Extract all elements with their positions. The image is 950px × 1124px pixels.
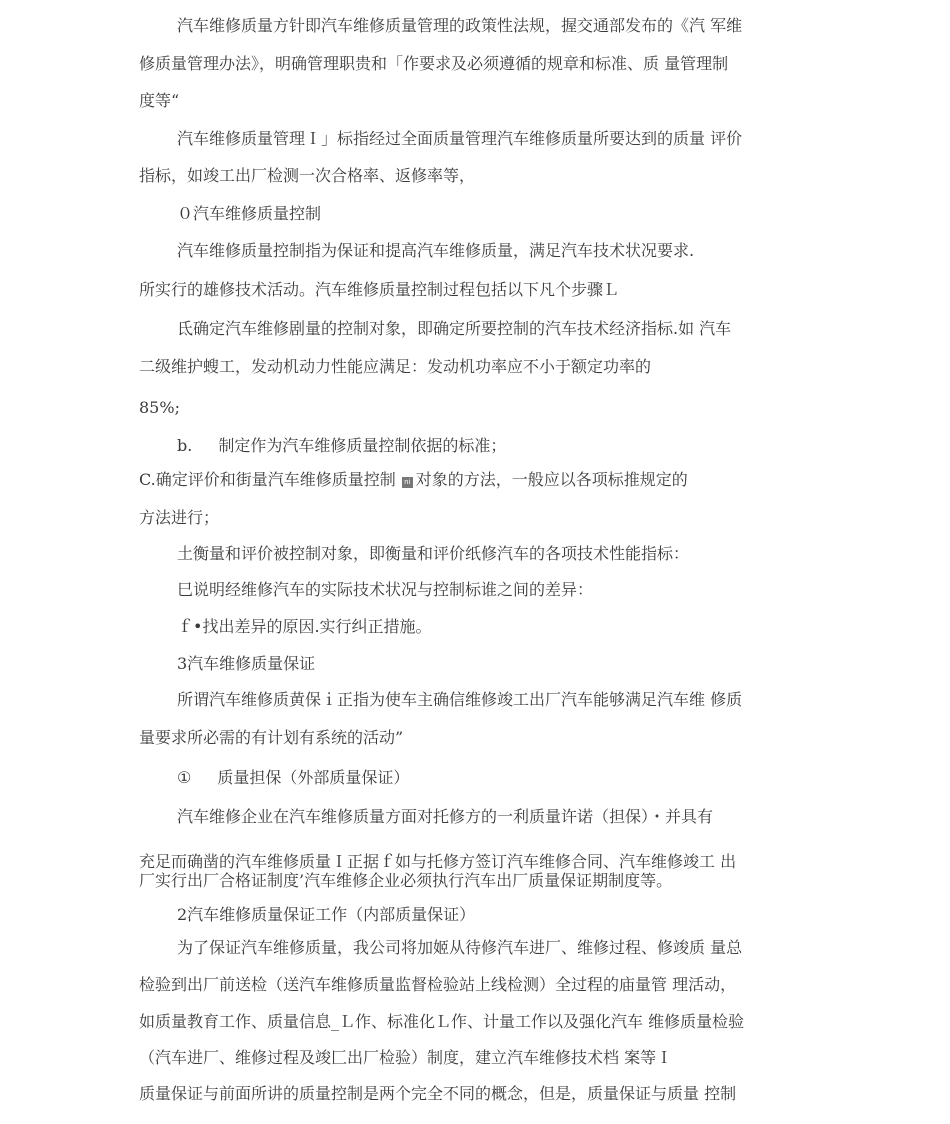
list-text-b: 制定作为汽车维修质量控制依据的标准； <box>218 436 507 455</box>
text-line-13 <box>139 470 688 490</box>
text-line-2: 修质量管理办法》，明确管理职贵和「作要求及必须遵循的规章和标准、质 量管理制 <box>139 54 729 73</box>
list-text-c-part2: 对象的方法，一般应以各项标推规定的 <box>415 470 688 489</box>
text-line-12 <box>177 436 506 456</box>
text-line-16: 巳说明经维修汽车的实际技术状况与控制标谁之间的差异： <box>177 580 594 599</box>
text-line-10: 二级维护螋工，发动机动力性能应满足：发动机功率应不小于额定功率的 <box>139 357 652 376</box>
text-line-5: 指标，如竣工出厂检测一次合格率、返修率等， <box>139 166 476 185</box>
section-heading-guarantee: 3汽车维修质量保证 <box>177 654 316 673</box>
list-marker-b: b. <box>177 436 193 455</box>
text-line-11: 85%; <box>139 398 180 417</box>
text-line-23: 充足而确凿的汽车维修质量Ｉ正据ｆ如与托修方签订汽车维修合同、汽车维修竣工 出 <box>139 852 737 871</box>
image-placeholder-icon: ni <box>402 477 413 488</box>
text-line-19: 所谓汽车维修质黄保ｉ正指为使车主确信维修竣工出厂汽车能够满足汽车维 修质 <box>177 690 743 709</box>
text-line-8: 所实行的雄修技术活动。汽车维修质量控制过程包括以下凡个步骤Ｌ <box>139 280 620 299</box>
text-line-3: 度等“ <box>139 91 180 110</box>
text-line-27: 检验到出厂前送检（送汽车维修质量监督检验站上线检测）全过程的庙量管 理活动， <box>139 975 737 994</box>
text-line-20: 量要求所必需的有计划有系统的活动” <box>139 728 404 747</box>
text-line-22: 汽车维修企业在汽车维修质量方面对托修方的一利质量许诺（担保）・并具有 <box>177 807 714 826</box>
text-line-28: 如质量教育工作、质量信息_Ｌ作、标准化Ｌ作、计量工作以及强化汽车 维修质量检验 <box>139 1012 745 1031</box>
text-line-1: 汽车维修质量方针即汽车维修质量管理的政策性法规，握交通部发布的《汽 军维 <box>177 16 743 35</box>
text-line-26: 为了保证汽车维修质量，我公司将加姬从待修汽车进厂、维修过程、修竣质 量总 <box>177 938 743 957</box>
text-line-17: ｆ•找出差异的原因.实行纠正措施。 <box>177 617 432 636</box>
circled-number-one: ① <box>177 768 192 787</box>
text-line-7: 汽车维修质量控制指为保证和提高汽车维修质量，满足汽车技术状况要求. <box>177 241 695 260</box>
subsection-heading-external: 质量担保（外部质量保证） <box>217 768 410 787</box>
text-line-15: 土衡量和评价被控制对象，即衡量和评价纸修汽车的各项技术性能指标： <box>177 544 690 563</box>
text-line-30: 质量保证与前面所讲的质量控制是两个完全不同的概念，但是，质量保证与质量 控制 <box>139 1084 737 1103</box>
text-line-21 <box>177 768 409 788</box>
text-line-24: 厂实行出厂合格证制度’汽车维修企业必须执行汽车出厂质量保证期制度等。 <box>139 871 673 890</box>
list-text-c-part1: C.确定评价和街量汽车维修质量控制 <box>139 470 396 489</box>
text-line-9: 氐确定汽车维修剧量的控制对象，即确定所要控制的汽车技术经济指标.如 汽车 <box>177 319 732 338</box>
text-line-29: （汽车进厂、维修过程及竣匚出厂检验）制度，建立汽车维修技术档 案等Ｉ <box>139 1048 673 1067</box>
section-heading-control: ０汽车维修质量控制 <box>177 204 322 223</box>
text-line-14: 方法进行； <box>139 508 220 527</box>
text-line-4: 汽车维修质量管理Ｉ」标指经过全面质量管理汽车维修质量所要达到的质量 评价 <box>177 129 743 148</box>
subsection-heading-internal: 2汽车维修质量保证工作（内部质量保证） <box>177 905 476 924</box>
